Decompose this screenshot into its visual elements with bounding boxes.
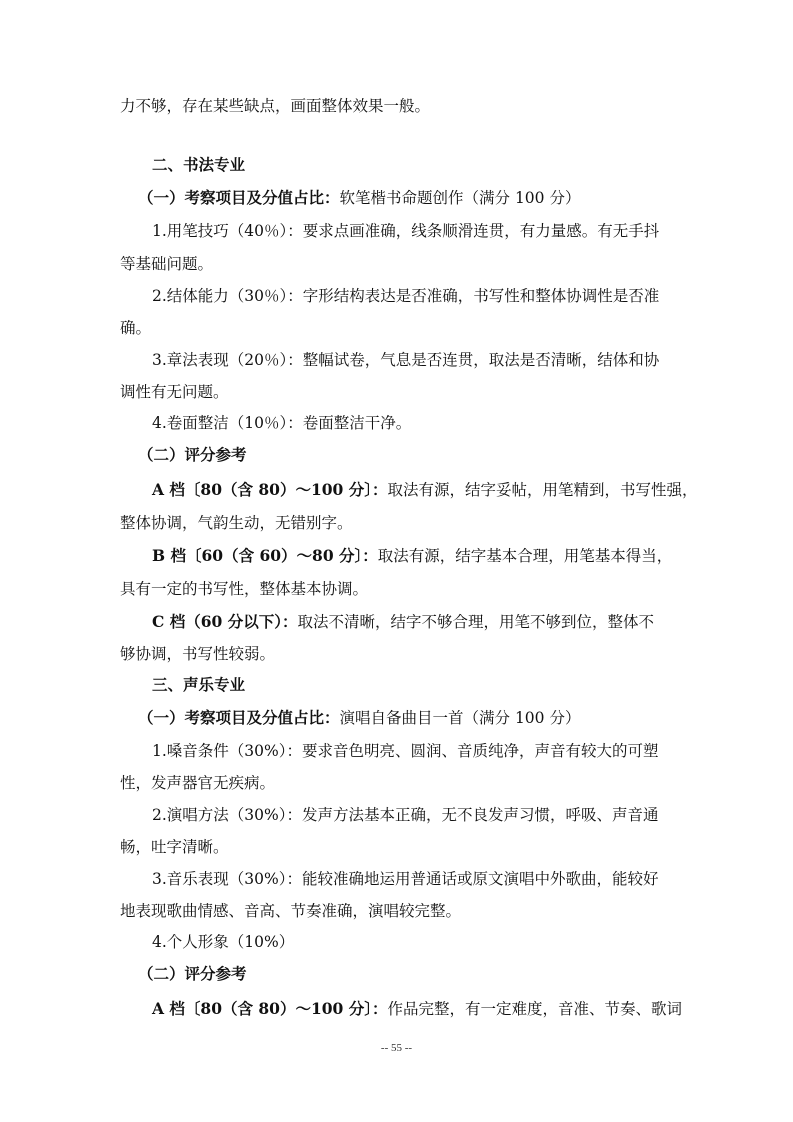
continuation-line: 力不够，存在某些缺点，画面整体效果一般。 [120,97,431,115]
criterion-1: 1.用笔技巧（40％）：要求点画准确，线条顺滑连贯，有力量感。有无手抖 [152,222,660,240]
grade-c-cont: 够协调，书写性较弱。 [120,645,276,663]
section-heading-vocal: 三、声乐专业 [152,675,246,694]
grade-c-label: C 档（60 分以下）： [152,612,298,631]
subsection-items-vocal [138,708,580,728]
vocal-criterion-3-cont: 地表现歌曲情感、音高、节奏准确，演唱较完整。 [120,902,462,920]
criterion-2: 2.结体能力（30％）：字形结构表达是否准确，书写性和整体协调性是否准 [152,287,660,305]
grade-a-label: A 档〔80（含 80）～100 分〕： [152,480,388,499]
subsection-label: （一）考察项目及分值占比： [138,188,340,207]
vocal-criterion-2-cont: 畅，吐字清晰。 [120,838,229,856]
subsection-text-vocal: 演唱自备曲目一首（满分 100 分） [339,709,581,727]
subsection-items [138,188,580,208]
grade-b-label: B 档〔60（含 60）～80 分〕： [152,546,378,565]
criterion-1-cont: 等基础问题。 [120,255,214,273]
section-heading-calligraphy: 二、书法专业 [152,155,246,174]
grade-c-text: 取法不清晰，结字不够合理，用笔不够到位，整体不 [297,613,654,631]
vocal-grade-a-label: A 档〔80（含 80）～100 分〕： [152,999,388,1018]
vocal-criterion-1: 1.嗓音条件（30%）：要求音色明亮、圆润、音质纯净，声音有较大的可塑 [152,742,659,760]
vocal-criterion-4: 4.个人形象（10%） [152,933,295,951]
grade-b-text: 取法有源，结字基本合理，用笔基本得当， [377,547,673,565]
vocal-criterion-1-cont: 性，发声器官无疾病。 [120,774,276,792]
subsection-label-vocal: （一）考察项目及分值占比： [138,708,340,727]
vocal-grade-a [152,999,682,1019]
grade-b [152,546,672,566]
subsection-text: 软笔楷书命题创作（满分 100 分） [339,189,581,207]
vocal-criterion-3: 3.音乐表现（30%）：能较准确地运用普通话或原文演唱中外歌曲，能较好 [152,870,659,888]
criterion-2-cont: 确。 [120,319,152,337]
criterion-4: 4.卷面整洁（10％）：卷面整洁干净。 [152,414,412,432]
grade-c [152,612,654,632]
criterion-3-cont: 调性有无问题。 [120,383,229,401]
criterion-3: 3.章法表现（20％）：整幅试卷，气息是否连贯，取法是否清晰，结体和协 [152,351,660,369]
grade-b-cont: 具有一定的书写性，整体基本协调。 [120,580,369,598]
vocal-criterion-2: 2.演唱方法（30%）：发声方法基本正确，无不良发声习惯，呼吸、声音通 [152,806,659,824]
vocal-grade-a-text: 作品完整，有一定难度，音准、节奏、歌词 [387,1000,682,1018]
grade-a [152,480,697,500]
grade-a-cont: 整体协调，气韵生动，无错别字。 [120,514,353,532]
subsection-scoring: （二）评分参考 [138,445,247,464]
subsection-scoring-vocal: （二）评分参考 [138,964,247,983]
grade-a-text: 取法有源，结字妥帖，用笔精到，书写性强， [387,481,698,499]
page-number: -- 55 -- [380,1042,413,1054]
